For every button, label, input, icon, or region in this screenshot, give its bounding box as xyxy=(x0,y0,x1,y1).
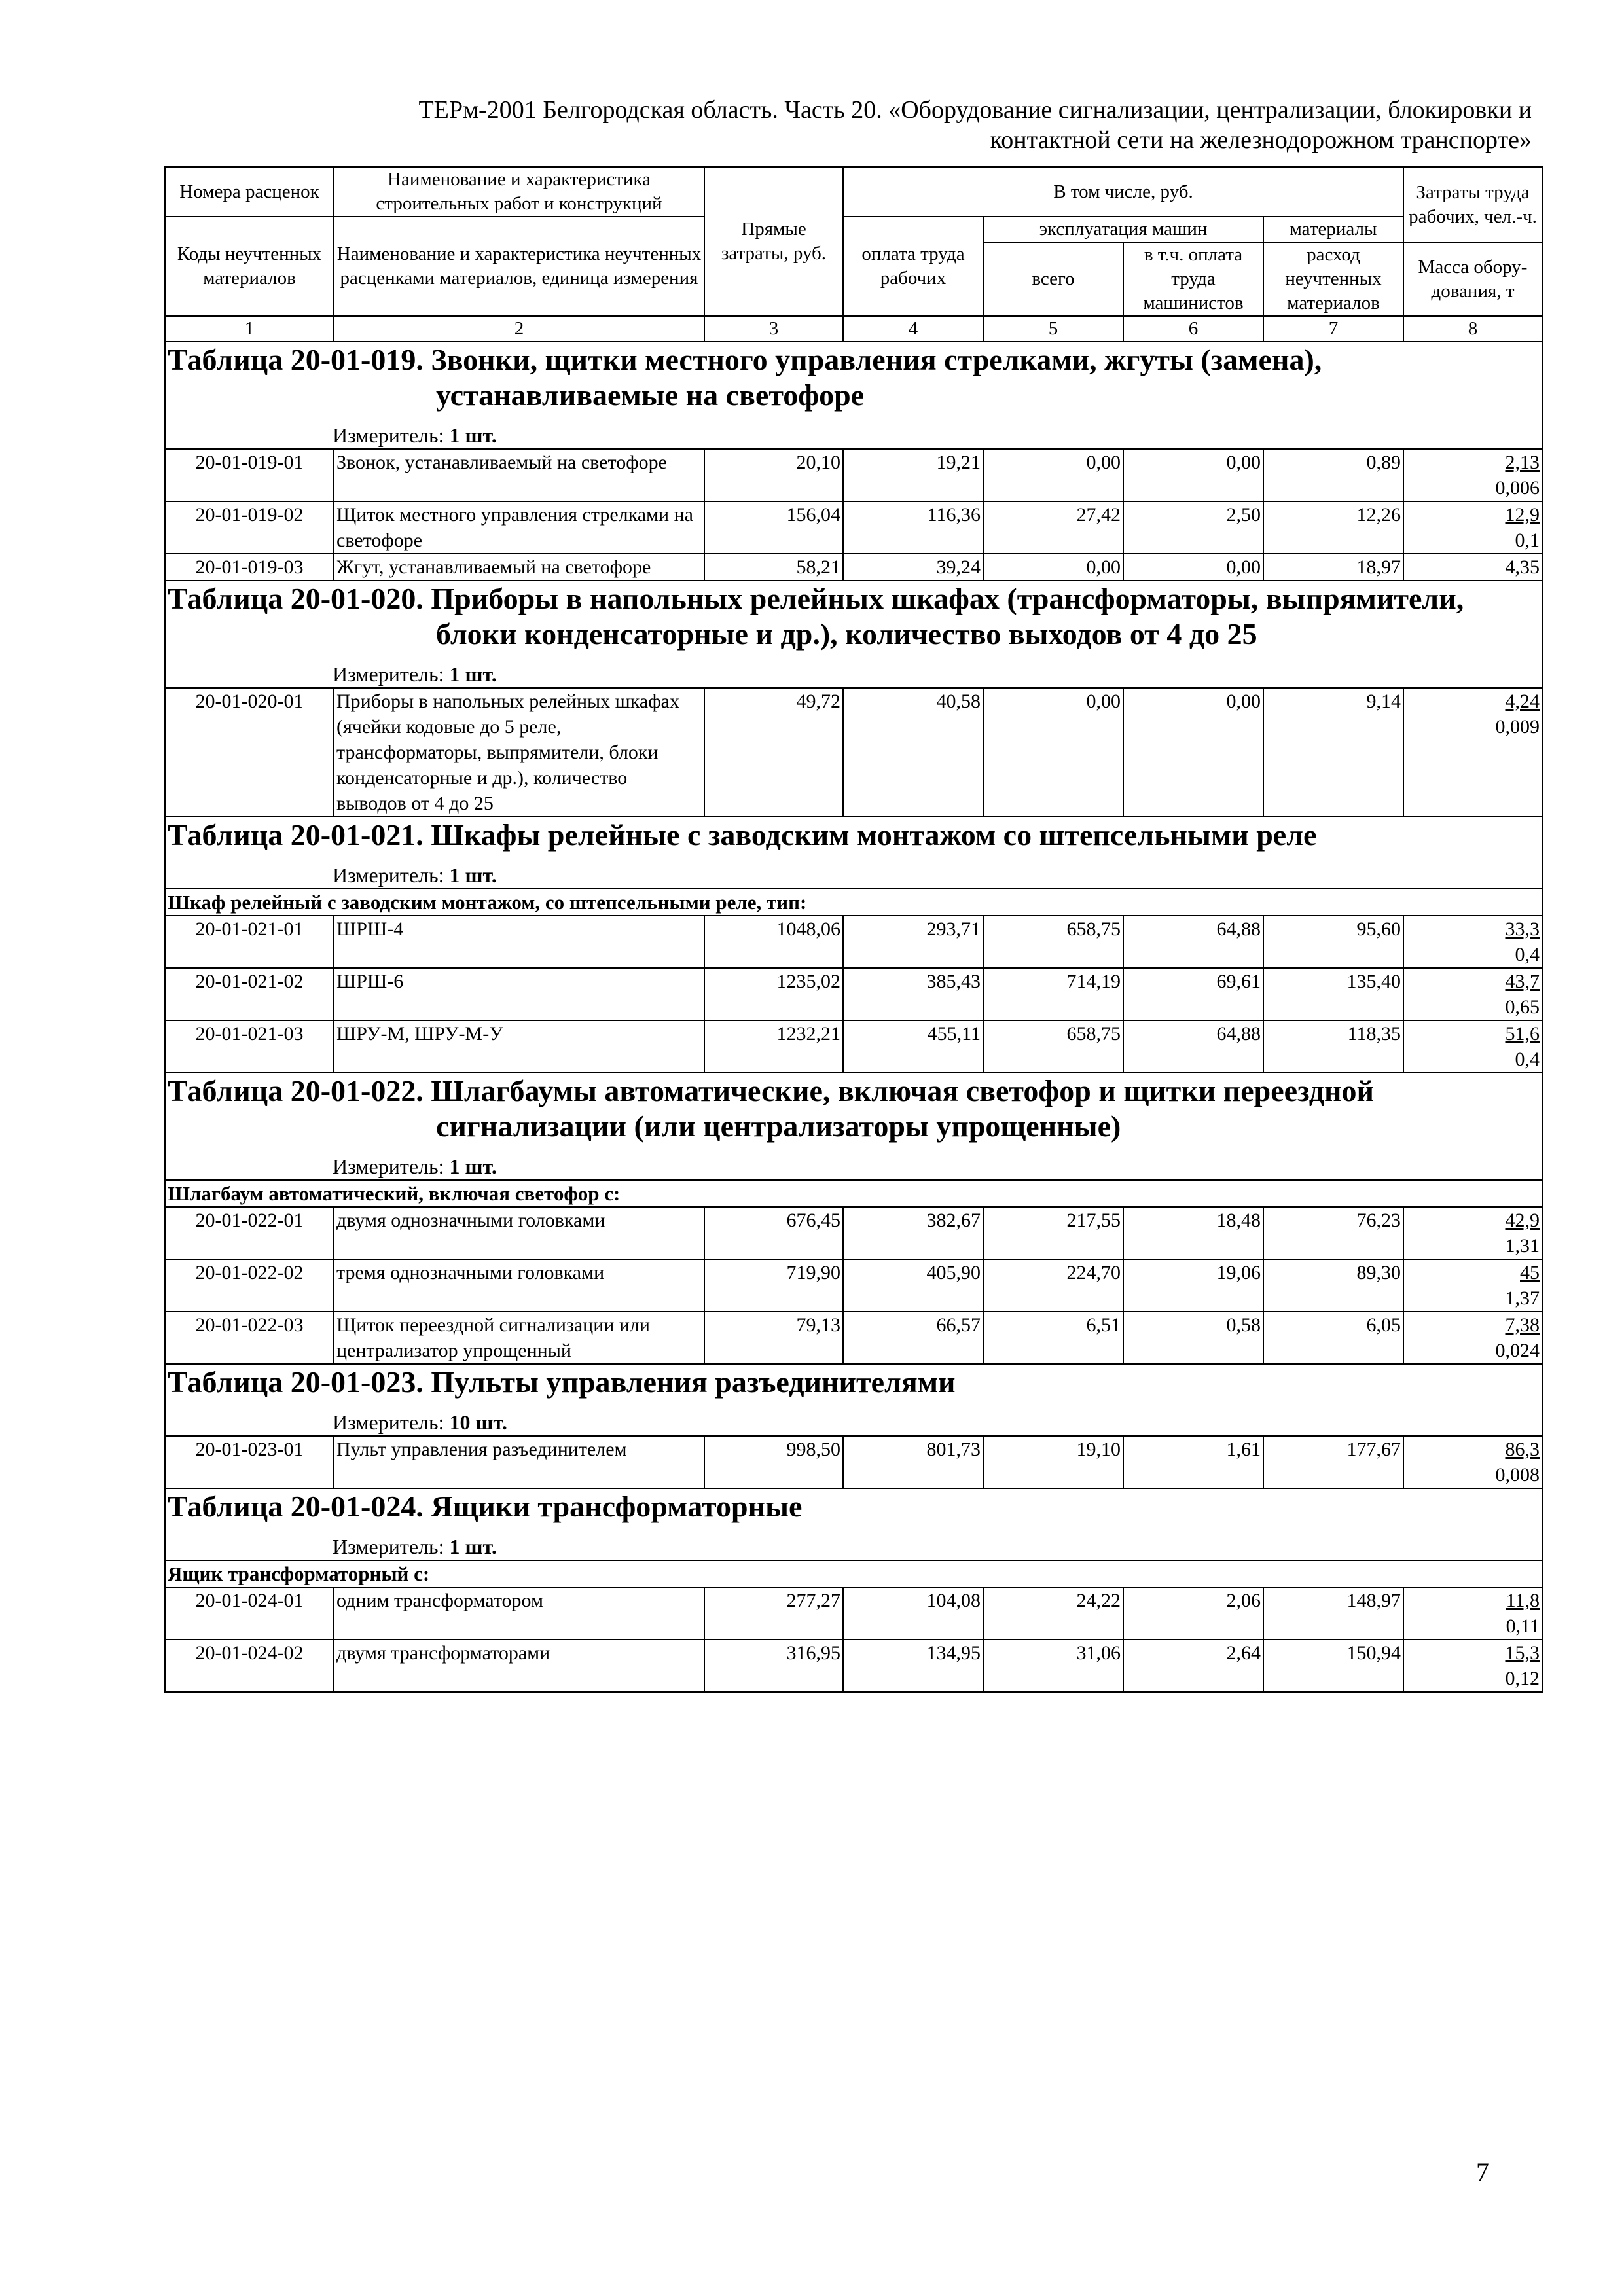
labor-cost: 801,73 xyxy=(843,1436,983,1488)
labor-mass-cell xyxy=(1403,1587,1542,1640)
rate-code: 20-01-022-03 xyxy=(165,1312,334,1364)
materials-cost: 135,40 xyxy=(1263,968,1403,1020)
materials-cost: 177,67 xyxy=(1263,1436,1403,1488)
table-row xyxy=(165,688,1542,817)
labor-cost: 39,24 xyxy=(843,554,983,581)
rate-code: 20-01-023-01 xyxy=(165,1436,334,1488)
table-row xyxy=(165,1436,1542,1488)
labor-hours: 45 xyxy=(1520,1262,1540,1283)
rate-name: одним трансформатором xyxy=(334,1587,704,1640)
rate-name: Звонок, устанавливаемый на светофоре xyxy=(334,449,704,501)
rate-name: Щиток переездной сигнализации или централизатор упрощенный xyxy=(334,1312,704,1364)
group-row xyxy=(165,1560,1542,1587)
operators-cost: 1,61 xyxy=(1123,1436,1263,1488)
labor-cost: 104,08 xyxy=(843,1587,983,1640)
materials-cost: 0,89 xyxy=(1263,449,1403,501)
labor-cost: 455,11 xyxy=(843,1020,983,1073)
direct-cost: 1232,21 xyxy=(704,1020,843,1073)
machines-cost: 658,75 xyxy=(983,1020,1123,1073)
equipment-mass: 0,024 xyxy=(1495,1340,1540,1361)
equipment-mass: 0,009 xyxy=(1495,716,1540,738)
direct-cost: 20,10 xyxy=(704,449,843,501)
labor-mass-cell xyxy=(1403,449,1542,501)
labor-mass-cell xyxy=(1403,916,1542,968)
machines-cost: 19,10 xyxy=(983,1436,1123,1488)
meter-line xyxy=(168,1534,1540,1560)
machines-cost: 6,51 xyxy=(983,1312,1123,1364)
operators-cost: 19,06 xyxy=(1123,1259,1263,1312)
column-numbers-row xyxy=(165,316,1542,342)
labor-mass-cell xyxy=(1403,1436,1542,1488)
meter-value: 1 шт. xyxy=(449,423,497,447)
column-number: 7 xyxy=(1263,316,1403,342)
table-title: Таблица 20-01-020. Приборы в напольных релейных шкафах (трансформаторы, выпрямители, блоки конденсаторные и др.), количество выходов от 4 до 25 xyxy=(168,582,1464,651)
labor-cost: 66,57 xyxy=(843,1312,983,1364)
table-section-row xyxy=(165,1364,1542,1436)
operators-cost: 2,64 xyxy=(1123,1640,1263,1692)
equipment-mass: 0,4 xyxy=(1515,1049,1540,1070)
equipment-mass: 0,65 xyxy=(1505,996,1540,1018)
labor-cost: 19,21 xyxy=(843,449,983,501)
equipment-mass: 0,1 xyxy=(1515,529,1540,551)
col1-header-bottom: Коды неучтенных материалов xyxy=(165,217,334,316)
rate-code: 20-01-021-03 xyxy=(165,1020,334,1073)
labor-mass-cell xyxy=(1403,688,1542,817)
meter-label: Измеритель: xyxy=(333,1410,444,1434)
table-title: Таблица 20-01-021. Шкафы релейные с заводским монтажом со штепсельными реле xyxy=(168,818,1317,852)
group-label: Ящик трансформаторный с: xyxy=(165,1560,1542,1587)
meter-value: 1 шт. xyxy=(449,863,497,887)
labor-hours: 2,13 xyxy=(1505,452,1540,473)
table-header xyxy=(165,167,1542,342)
equipment-mass: 0,12 xyxy=(1505,1668,1540,1689)
table-row xyxy=(165,1020,1542,1073)
group-header: В том числе, руб. xyxy=(843,167,1403,217)
col5-header: всего xyxy=(983,242,1123,316)
machines-header: эксплуатация машин xyxy=(983,217,1263,242)
table-row xyxy=(165,968,1542,1020)
group-label: Шкаф релейный с заводским монтажом, со штепсельными реле, тип: xyxy=(165,889,1542,916)
materials-header: материалы xyxy=(1263,217,1403,242)
rate-code: 20-01-019-01 xyxy=(165,449,334,501)
machines-cost: 0,00 xyxy=(983,554,1123,581)
labor-hours: 33,3 xyxy=(1505,918,1540,940)
rate-code: 20-01-022-01 xyxy=(165,1207,334,1259)
meter-label: Измеритель: xyxy=(333,1155,444,1178)
direct-cost: 49,72 xyxy=(704,688,843,817)
machines-cost: 0,00 xyxy=(983,688,1123,817)
direct-cost: 1048,06 xyxy=(704,916,843,968)
column-number: 2 xyxy=(334,316,704,342)
meter-line xyxy=(168,862,1540,888)
col8-header-top: Затраты труда рабочих, чел.-ч. xyxy=(1403,167,1542,242)
column-number: 8 xyxy=(1403,316,1542,342)
meter-line xyxy=(168,422,1540,448)
meter-label: Измеритель: xyxy=(333,423,444,447)
rate-code: 20-01-021-01 xyxy=(165,916,334,968)
group-row xyxy=(165,1180,1542,1207)
rate-code: 20-01-019-02 xyxy=(165,501,334,554)
materials-cost: 76,23 xyxy=(1263,1207,1403,1259)
col6-header: в т.ч. оплата труда машинистов xyxy=(1123,242,1263,316)
table-row xyxy=(165,1312,1542,1364)
operators-cost: 69,61 xyxy=(1123,968,1263,1020)
labor-mass-cell xyxy=(1403,1259,1542,1312)
header-line-1: ТЕРм-2001 Белгородская область. Часть 20. «Оборудование сигнализации, централизации, блокировки и xyxy=(418,96,1532,124)
labor-mass-cell xyxy=(1403,554,1542,581)
direct-cost: 998,50 xyxy=(704,1436,843,1488)
direct-cost: 676,45 xyxy=(704,1207,843,1259)
materials-cost: 9,14 xyxy=(1263,688,1403,817)
table-section-row xyxy=(165,581,1542,688)
machines-cost: 658,75 xyxy=(983,916,1123,968)
labor-hours: 11,8 xyxy=(1506,1590,1540,1611)
rate-name: двумя однозначными головками xyxy=(334,1207,704,1259)
machines-cost: 217,55 xyxy=(983,1207,1123,1259)
operators-cost: 18,48 xyxy=(1123,1207,1263,1259)
machines-cost: 0,00 xyxy=(983,449,1123,501)
page-number: 7 xyxy=(1476,2157,1489,2187)
table-section-row xyxy=(165,342,1542,449)
materials-cost: 18,97 xyxy=(1263,554,1403,581)
meter-line xyxy=(168,1409,1540,1435)
meter-line xyxy=(168,661,1540,687)
table-row xyxy=(165,1259,1542,1312)
labor-mass-cell xyxy=(1403,1640,1542,1692)
equipment-mass: 1,37 xyxy=(1505,1287,1540,1309)
operators-cost: 64,88 xyxy=(1123,1020,1263,1073)
materials-cost: 118,35 xyxy=(1263,1020,1403,1073)
table-title: Таблица 20-01-024. Ящики трансформаторные xyxy=(168,1490,803,1523)
direct-cost: 719,90 xyxy=(704,1259,843,1312)
col4-header: оплата труда рабочих xyxy=(843,217,983,316)
labor-cost: 40,58 xyxy=(843,688,983,817)
labor-cost: 293,71 xyxy=(843,916,983,968)
table-row xyxy=(165,449,1542,501)
meter-line xyxy=(168,1153,1540,1179)
group-label: Шлагбаум автоматический, включая светофор с: xyxy=(165,1180,1542,1207)
rate-code: 20-01-021-02 xyxy=(165,968,334,1020)
equipment-mass: 1,31 xyxy=(1505,1235,1540,1257)
materials-cost: 150,94 xyxy=(1263,1640,1403,1692)
table-row xyxy=(165,916,1542,968)
rate-code: 20-01-024-02 xyxy=(165,1640,334,1692)
table-section xyxy=(165,1488,1542,1560)
labor-hours: 86,3 xyxy=(1505,1439,1540,1460)
materials-cost: 6,05 xyxy=(1263,1312,1403,1364)
table-row xyxy=(165,1640,1542,1692)
machines-cost: 714,19 xyxy=(983,968,1123,1020)
table-section xyxy=(165,1073,1542,1180)
column-number: 4 xyxy=(843,316,983,342)
direct-cost: 277,27 xyxy=(704,1587,843,1640)
equipment-mass: 0,4 xyxy=(1515,944,1540,965)
rate-name: ШРУ-М, ШРУ-М-У xyxy=(334,1020,704,1073)
rate-code: 20-01-020-01 xyxy=(165,688,334,817)
rate-code: 20-01-022-02 xyxy=(165,1259,334,1312)
meter-value: 1 шт. xyxy=(449,1155,497,1178)
header-line-2: контактной сети на железнодорожном транспорте» xyxy=(990,126,1532,154)
col2-header-top: Наименование и характеристика строительных работ и конструкций xyxy=(334,167,704,217)
table-section xyxy=(165,342,1542,449)
rate-name: тремя однозначными головками xyxy=(334,1259,704,1312)
table-row xyxy=(165,1587,1542,1640)
labor-mass-cell xyxy=(1403,968,1542,1020)
labor-hours: 4,35 xyxy=(1505,556,1540,578)
materials-cost: 95,60 xyxy=(1263,916,1403,968)
meter-value: 1 шт. xyxy=(449,1535,497,1558)
equipment-mass: 0,11 xyxy=(1506,1615,1540,1637)
operators-cost: 0,00 xyxy=(1123,554,1263,581)
labor-hours: 43,7 xyxy=(1505,971,1540,992)
table-section xyxy=(165,817,1542,889)
table-section-row xyxy=(165,1488,1542,1560)
meter-label: Измеритель: xyxy=(333,662,444,686)
labor-mass-cell xyxy=(1403,1207,1542,1259)
labor-mass-cell xyxy=(1403,501,1542,554)
table-section-row xyxy=(165,817,1542,889)
machines-cost: 24,22 xyxy=(983,1587,1123,1640)
column-number: 5 xyxy=(983,316,1123,342)
labor-hours: 4,24 xyxy=(1505,691,1540,712)
table-section xyxy=(165,581,1542,688)
operators-cost: 2,06 xyxy=(1123,1587,1263,1640)
direct-cost: 156,04 xyxy=(704,501,843,554)
materials-cost: 89,30 xyxy=(1263,1259,1403,1312)
direct-cost: 1235,02 xyxy=(704,968,843,1020)
table-body xyxy=(165,342,1542,1692)
materials-cost: 148,97 xyxy=(1263,1587,1403,1640)
table-section-row xyxy=(165,1073,1542,1180)
equipment-mass: 0,008 xyxy=(1495,1464,1540,1486)
meter-label: Измеритель: xyxy=(333,1535,444,1558)
table-title: Таблица 20-01-022. Шлагбаумы автоматические, включая светофор и щитки переездной сигнализации (или централизаторы упрощенные) xyxy=(168,1074,1375,1143)
machines-cost: 27,42 xyxy=(983,501,1123,554)
rate-name: ШРШ-6 xyxy=(334,968,704,1020)
labor-cost: 134,95 xyxy=(843,1640,983,1692)
labor-hours: 42,9 xyxy=(1505,1210,1540,1231)
rate-name: Приборы в напольных релейных шкафах (ячейки кодовые до 5 реле, трансформаторы, выпрямители, блоки конденсаторные и др.), количество выводов от 4 до 25 xyxy=(334,688,704,817)
rate-name: ШРШ-4 xyxy=(334,916,704,968)
labor-mass-cell xyxy=(1403,1020,1542,1073)
table-row xyxy=(165,501,1542,554)
rate-code: 20-01-019-03 xyxy=(165,554,334,581)
table-title: Таблица 20-01-023. Пульты управления разъединителями xyxy=(168,1365,956,1399)
column-number: 1 xyxy=(165,316,334,342)
direct-cost: 58,21 xyxy=(704,554,843,581)
rate-name: Щиток местного управления стрелками на светофоре xyxy=(334,501,704,554)
col2-header-bottom: Наименование и характеристика неучтенных расценками материалов, единица измерения xyxy=(334,217,704,316)
labor-cost: 385,43 xyxy=(843,968,983,1020)
meter-value: 10 шт. xyxy=(449,1410,507,1434)
col7-header: расход неучтенных материалов xyxy=(1263,242,1403,316)
table-row xyxy=(165,554,1542,581)
equipment-mass: 0,006 xyxy=(1495,477,1540,499)
direct-cost: 79,13 xyxy=(704,1312,843,1364)
labor-cost: 382,67 xyxy=(843,1207,983,1259)
labor-hours: 7,38 xyxy=(1505,1314,1540,1336)
machines-cost: 31,06 xyxy=(983,1640,1123,1692)
col3-header: Прямые затраты, руб. xyxy=(704,167,843,316)
column-number: 3 xyxy=(704,316,843,342)
materials-cost: 12,26 xyxy=(1263,501,1403,554)
rate-name: Жгут, устанавливаемый на светофоре xyxy=(334,554,704,581)
labor-cost: 405,90 xyxy=(843,1259,983,1312)
table-row xyxy=(165,1207,1542,1259)
machines-cost: 224,70 xyxy=(983,1259,1123,1312)
labor-hours: 12,9 xyxy=(1505,504,1540,526)
labor-cost: 116,36 xyxy=(843,501,983,554)
col8-header-bottom: Масса обору-дования, т xyxy=(1403,242,1542,316)
operators-cost: 64,88 xyxy=(1123,916,1263,968)
operators-cost: 0,00 xyxy=(1123,449,1263,501)
group-row xyxy=(165,889,1542,916)
column-number: 6 xyxy=(1123,316,1263,342)
operators-cost: 2,50 xyxy=(1123,501,1263,554)
operators-cost: 0,58 xyxy=(1123,1312,1263,1364)
table-section xyxy=(165,1364,1542,1436)
meter-value: 1 шт. xyxy=(449,662,497,686)
labor-hours: 15,3 xyxy=(1505,1642,1540,1664)
labor-mass-cell xyxy=(1403,1312,1542,1364)
operators-cost: 0,00 xyxy=(1123,688,1263,817)
rate-name: двумя трансформаторами xyxy=(334,1640,704,1692)
rate-code: 20-01-024-01 xyxy=(165,1587,334,1640)
col1-header-top: Номера расценок xyxy=(165,167,334,217)
rate-name: Пульт управления разъединителем xyxy=(334,1436,704,1488)
table-title: Таблица 20-01-019. Звонки, щитки местного управления стрелками, жгуты (замена), устанавливаемые на светофоре xyxy=(168,343,1322,412)
rates-table xyxy=(164,166,1543,1693)
page-header xyxy=(157,95,1532,155)
direct-cost: 316,95 xyxy=(704,1640,843,1692)
meter-label: Измеритель: xyxy=(333,863,444,887)
labor-hours: 51,6 xyxy=(1505,1023,1540,1045)
